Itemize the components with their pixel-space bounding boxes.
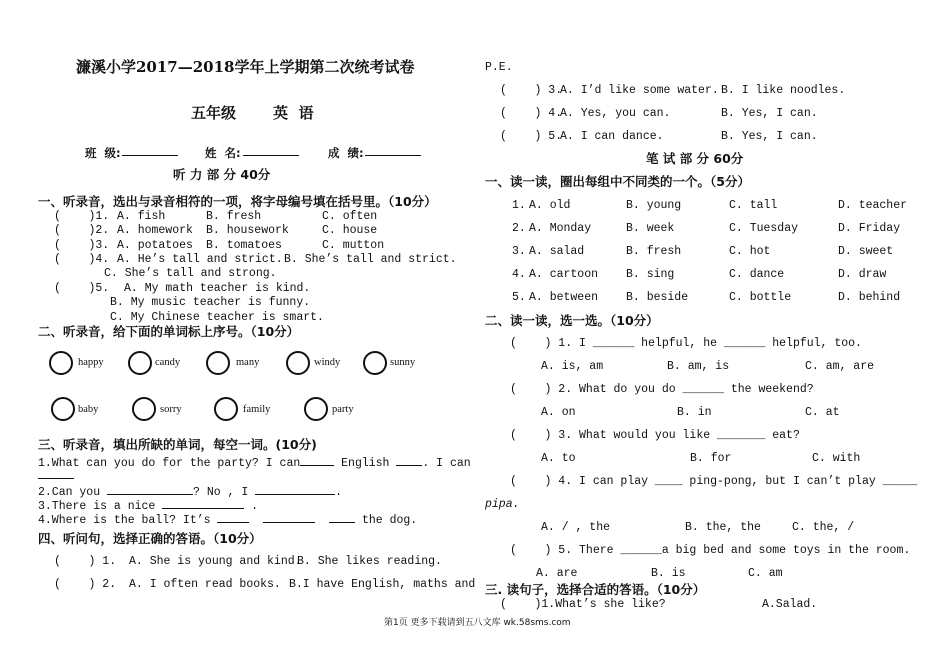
sec1-q3-b: B. tomatoes bbox=[206, 239, 282, 252]
option-d: D. behind bbox=[838, 291, 901, 304]
option-a: A. cartoon bbox=[529, 268, 599, 281]
word-windy: windy bbox=[314, 357, 341, 368]
blank[interactable] bbox=[107, 483, 193, 495]
option-b: B. week bbox=[626, 222, 675, 235]
sec1-q4-num: ( )4. bbox=[54, 253, 110, 266]
sec3-line3: 3.There is a nice . bbox=[38, 497, 258, 514]
sec1-q3-c: C. mutton bbox=[322, 239, 385, 252]
answer-circle[interactable] bbox=[51, 397, 75, 421]
sec3-line2: 2.Can you ? No , I . bbox=[38, 483, 342, 500]
sec4-q5-a: A. I can dance. bbox=[560, 130, 664, 143]
answer-circle[interactable] bbox=[363, 351, 387, 375]
sec4-title: 四、听问句，选择正确的答语。（10分） bbox=[38, 531, 262, 546]
grade-label: 五年级 bbox=[191, 104, 237, 122]
word-happy: happy bbox=[78, 357, 104, 368]
sec4-q4-num: ( ) 4. bbox=[500, 107, 563, 120]
q5-opt-a: A. are bbox=[536, 567, 578, 580]
q5-opt-c: C. am bbox=[748, 567, 783, 580]
option-a: A. salad bbox=[529, 245, 585, 258]
row-num: 5. bbox=[512, 291, 526, 304]
sec1-q5-c: C. My Chinese teacher is smart. bbox=[110, 311, 324, 324]
answer-circle[interactable] bbox=[214, 397, 238, 421]
sec1-q4-b: B. She’s tall and strict. bbox=[284, 253, 457, 266]
q2-opt-a: A. on bbox=[541, 406, 576, 419]
part2-title: 二、读一读，选一选。（10分） bbox=[485, 313, 659, 328]
sec4-q2-num: ( ) 2. bbox=[54, 578, 117, 591]
part3-title: 三. 读句子，选择合适的答语。（10分） bbox=[485, 582, 706, 597]
option-b: B. young bbox=[626, 199, 682, 212]
subject-label: 英 语 bbox=[273, 104, 314, 122]
q1-opt-a: A. is, am bbox=[541, 360, 604, 373]
sec3-line4: 4.Where is the ball? It’s the dog. bbox=[38, 511, 417, 528]
sec1-q1-num: ( )1. bbox=[54, 210, 110, 223]
row-num: 3. bbox=[512, 245, 526, 258]
q4-opt-b: B. the, the bbox=[685, 521, 761, 534]
part2-q2: ( ) 2. What do you do ______ the weekend? bbox=[510, 383, 814, 396]
answer-circle[interactable] bbox=[286, 351, 310, 375]
row-num: 4. bbox=[512, 268, 526, 281]
sec1-q2-a: A. homework bbox=[117, 224, 193, 237]
q3-opt-a: A. to bbox=[541, 452, 576, 465]
answer-circle[interactable] bbox=[206, 351, 230, 375]
word-candy: candy bbox=[155, 357, 181, 368]
name-blank[interactable] bbox=[243, 144, 299, 156]
row-num: 2. bbox=[512, 222, 526, 235]
part2-q4: ( ) 4. I can play ____ ping-pong, but I can’t play _____ bbox=[510, 475, 918, 488]
sec1-q1-a: A. fish bbox=[117, 210, 166, 223]
class-blank[interactable] bbox=[122, 144, 178, 156]
blank[interactable] bbox=[38, 467, 74, 479]
blank[interactable] bbox=[329, 511, 355, 523]
option-b: B. sing bbox=[626, 268, 675, 281]
sec1-q1-b: B. fresh bbox=[206, 210, 262, 223]
option-c: C. Tuesday bbox=[729, 222, 799, 235]
answer-circle[interactable] bbox=[128, 351, 152, 375]
sec1-q3-a: A. potatoes bbox=[117, 239, 193, 252]
blank[interactable] bbox=[263, 511, 315, 523]
exam-title: 濂溪小学2017—2018学年上学期第二次统考试卷 bbox=[76, 58, 415, 76]
written-title: 笔 试 部 分 60分 bbox=[646, 151, 744, 166]
option-c: C. hot bbox=[729, 245, 771, 258]
sec4-q3-b: B. I like noodles. bbox=[721, 84, 846, 97]
q2-opt-b: B. in bbox=[677, 406, 712, 419]
q3-opt-c: C. with bbox=[812, 452, 861, 465]
part3-q1-answer: A.Salad. bbox=[762, 598, 818, 611]
option-a: A. between bbox=[529, 291, 599, 304]
listening-title: 听 力 部 分 40分 bbox=[173, 167, 271, 182]
sec1-title: 一、听录音，选出与录音相符的一项，将字母编号填在括号里。（10分） bbox=[38, 194, 437, 209]
option-c: C. bottle bbox=[729, 291, 792, 304]
q1-opt-b: B. am, is bbox=[667, 360, 730, 373]
sec4-q2-b: B.I have English, maths and bbox=[289, 578, 476, 591]
word-sorry: sorry bbox=[160, 404, 182, 415]
option-c: C. dance bbox=[729, 268, 785, 281]
option-b: B. beside bbox=[626, 291, 689, 304]
sec4-q2-a: A. I often read books. bbox=[129, 578, 281, 591]
q2-opt-c: C. at bbox=[805, 406, 840, 419]
sec4-q3-num: ( ) 3. bbox=[500, 84, 563, 97]
word-sunny: sunny bbox=[390, 357, 416, 368]
sec1-q5-a: A. My math teacher is kind. bbox=[124, 282, 311, 295]
sec4-q1-a: A. She is young and kind. bbox=[129, 555, 302, 568]
sec1-q4-a: A. He’s tall and strict. bbox=[117, 253, 283, 266]
blank[interactable] bbox=[255, 483, 335, 495]
word-baby: baby bbox=[78, 404, 99, 415]
sec1-q2-b: B. housework bbox=[206, 224, 289, 237]
part2-q1: ( ) 1. I ______ helpful, he ______ helpful, too. bbox=[510, 337, 862, 350]
word-family: family bbox=[243, 404, 271, 415]
blank[interactable] bbox=[217, 511, 249, 523]
option-d: D. Friday bbox=[838, 222, 901, 235]
q1-opt-c: C. am, are bbox=[805, 360, 875, 373]
option-a: A. old bbox=[529, 199, 571, 212]
part2-q5: ( ) 5. There ______a big bed and some toys in the room. bbox=[510, 544, 911, 557]
q4-opt-c: C. the, / bbox=[792, 521, 855, 534]
blank[interactable] bbox=[396, 454, 422, 466]
sec1-q5-b: B. My music teacher is funny. bbox=[110, 296, 311, 309]
option-b: B. fresh bbox=[626, 245, 682, 258]
sec2-title: 二、听录音，给下面的单词标上序号。（10分） bbox=[38, 324, 300, 339]
part2-q4-cont: pipa. bbox=[485, 498, 520, 511]
option-d: D. sweet bbox=[838, 245, 894, 258]
part3-q1: ( )1.What’s she like? bbox=[500, 598, 666, 611]
row-num: 1. bbox=[512, 199, 526, 212]
sec3-line1: 1.What can you do for the party? I can English . I can bbox=[38, 454, 471, 471]
sec4-q3-a: A. I’d like some water. bbox=[560, 84, 719, 97]
word-many: many bbox=[236, 357, 260, 368]
option-d: D. draw bbox=[838, 268, 887, 281]
sec4-q4-a: A. Yes, you can. bbox=[560, 107, 671, 120]
sec1-q2-num: ( )2. bbox=[54, 224, 110, 237]
answer-circle[interactable] bbox=[132, 397, 156, 421]
page-footer: 第1页 更多下载请到五八文库 wk.58sms.com bbox=[384, 618, 571, 628]
option-d: D. teacher bbox=[838, 199, 908, 212]
sec4-q2-cont: P.E. bbox=[485, 61, 513, 74]
sec4-q4-b: B. Yes, I can. bbox=[721, 107, 818, 120]
blank[interactable] bbox=[162, 497, 244, 509]
sec1-q2-c: C. house bbox=[322, 224, 378, 237]
sec1-q5-num: ( )5. bbox=[54, 282, 110, 295]
part2-q3: ( ) 3. What would you like _______ eat? bbox=[510, 429, 800, 442]
name-label: 姓 名: bbox=[205, 146, 241, 160]
part1-title: 一、读一读，圈出每组中不同类的一个。（5分） bbox=[485, 174, 750, 189]
answer-circle[interactable] bbox=[304, 397, 328, 421]
sec4-q1-num: ( ) 1. bbox=[54, 555, 117, 568]
score-blank[interactable] bbox=[365, 144, 421, 156]
q5-opt-b: B. is bbox=[651, 567, 686, 580]
option-c: C. tall bbox=[729, 199, 778, 212]
q4-opt-a: A. / , the bbox=[541, 521, 611, 534]
sec4-q5-num: ( ) 5. bbox=[500, 130, 563, 143]
q3-opt-b: B. for bbox=[690, 452, 732, 465]
class-label: 班 级: bbox=[85, 146, 121, 160]
sec1-q4-c: C. She’s tall and strong. bbox=[104, 267, 277, 280]
sec1-q1-c: C. often bbox=[322, 210, 378, 223]
option-a: A. Monday bbox=[529, 222, 592, 235]
score-label: 成 绩: bbox=[328, 146, 364, 160]
word-party: party bbox=[332, 404, 354, 415]
sec1-q3-num: ( )3. bbox=[54, 239, 110, 252]
sec3-title: 三、听录音，填出所缺的单词，每空一词。(10分) bbox=[38, 437, 317, 452]
sec4-q5-b: B. Yes, I can. bbox=[721, 130, 818, 143]
answer-circle[interactable] bbox=[49, 351, 73, 375]
sec4-q1-b: B. She likes reading. bbox=[297, 555, 442, 568]
blank[interactable] bbox=[300, 454, 334, 466]
